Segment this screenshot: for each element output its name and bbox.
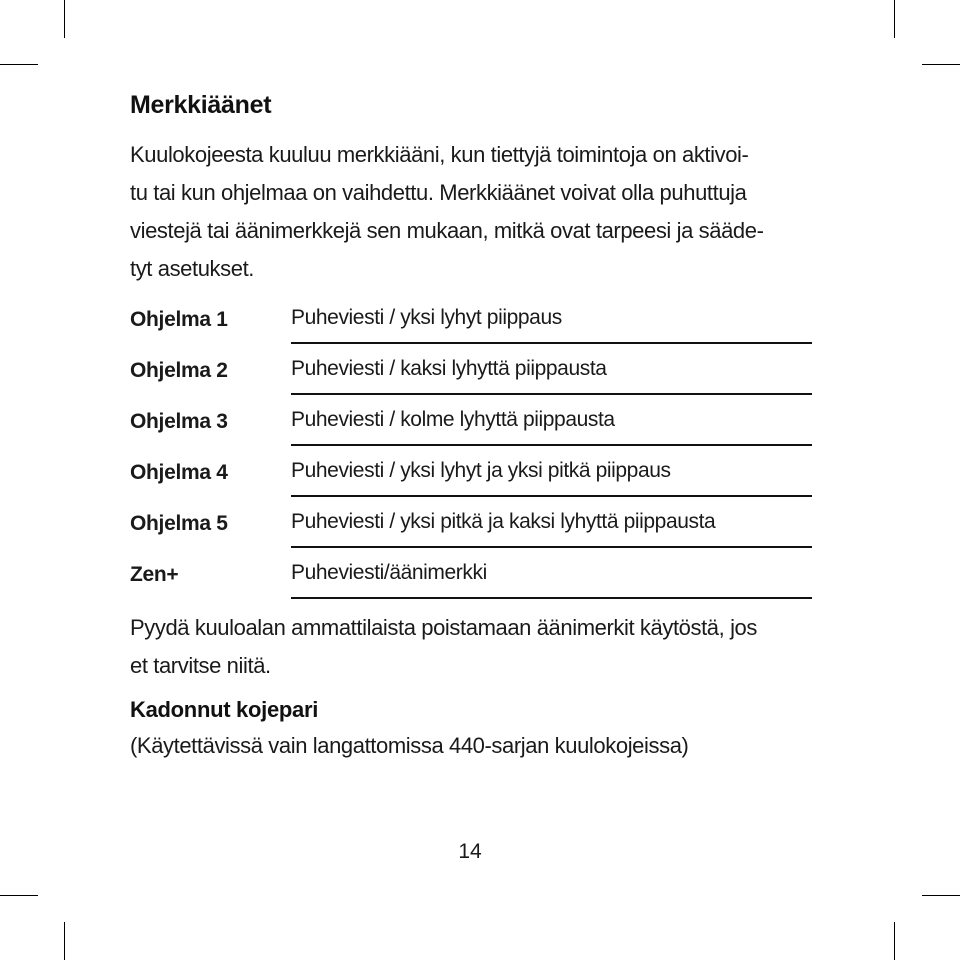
table-row <box>130 446 812 497</box>
program-description: Puheviesti / kolme lyhyttä piippausta <box>291 408 812 446</box>
intro-line: Kuulokojeesta kuuluu merkkiääni, kun tiettyjä toimintoja on aktivoi- <box>130 142 749 167</box>
crop-mark <box>894 922 895 960</box>
after-line: et tarvitse niitä. <box>130 653 271 678</box>
program-description: Puheviesti/äänimerkki <box>291 561 812 599</box>
program-label: Ohjelma 2 <box>130 359 228 382</box>
program-description: Puheviesti / kaksi lyhyttä piippausta <box>291 357 812 395</box>
crop-mark <box>64 0 65 38</box>
lost-device-note: (Käytettävissä vain langattomissa 440-sarjan kuulokojeissa) <box>130 733 689 758</box>
intro-paragraph <box>130 136 812 288</box>
table-row <box>130 497 812 548</box>
table-row <box>130 395 812 446</box>
page-number: 14 <box>458 840 482 863</box>
crop-mark <box>922 895 960 896</box>
table-row <box>130 298 812 344</box>
program-label: Zen+ <box>130 563 179 586</box>
intro-line: viestejä tai äänimerkkejä sen mukaan, mitkä ovat tarpeesi ja sääde- <box>130 218 764 243</box>
crop-mark <box>64 922 65 960</box>
page-content <box>130 86 812 765</box>
section-title: Merkkiäänet <box>130 91 272 119</box>
program-description: Puheviesti / yksi lyhyt piippaus <box>291 306 812 344</box>
after-line: Pyydä kuuloalan ammattilaista poistamaan äänimerkit käytöstä, jos <box>130 615 757 640</box>
intro-line: tu tai kun ohjelmaa on vaihdettu. Merkkiäänet voivat olla puhuttuja <box>130 180 747 205</box>
program-label: Ohjelma 1 <box>130 308 228 331</box>
lost-device-title: Kadonnut kojepari <box>130 697 319 722</box>
program-label: Ohjelma 3 <box>130 410 228 433</box>
crop-mark <box>0 895 38 896</box>
program-label: Ohjelma 5 <box>130 512 228 535</box>
program-signal-table <box>130 298 812 599</box>
table-row <box>130 548 812 599</box>
intro-line: tyt asetukset. <box>130 256 255 281</box>
table-row <box>130 344 812 395</box>
crop-mark <box>894 0 895 38</box>
program-label: Ohjelma 4 <box>130 461 228 484</box>
crop-mark <box>0 64 38 65</box>
crop-mark <box>922 64 960 65</box>
after-paragraph <box>130 609 812 685</box>
program-description: Puheviesti / yksi pitkä ja kaksi lyhyttä piippausta <box>291 510 812 548</box>
program-description: Puheviesti / yksi lyhyt ja yksi pitkä piippaus <box>291 459 812 497</box>
